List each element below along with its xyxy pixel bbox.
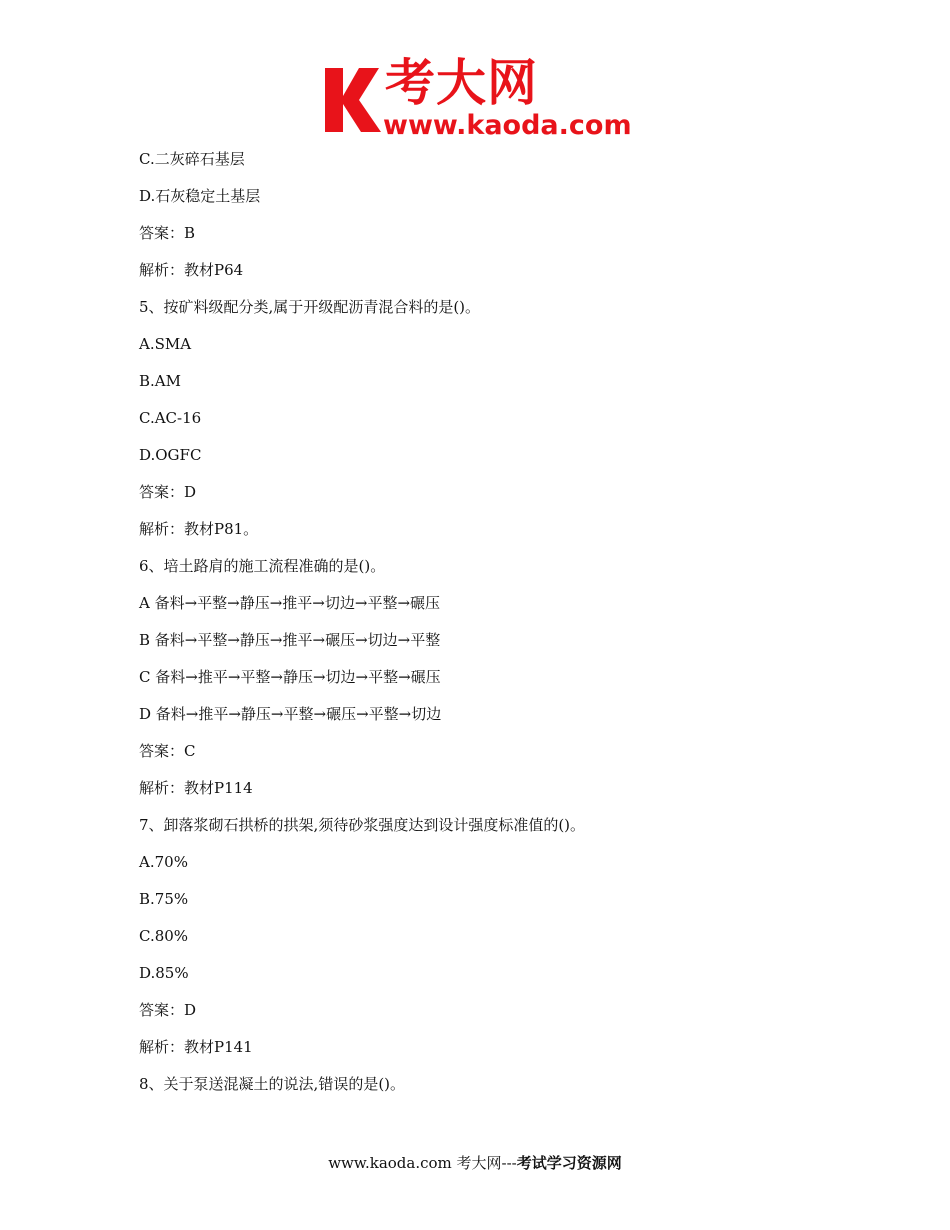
footer-tagline: 考试学习资源网 [516, 1154, 622, 1172]
document-body [139, 146, 839, 1108]
option-line: C.80% [139, 927, 189, 945]
explanation-line: 解析：教材P114 [139, 779, 253, 797]
question-5: 5、按矿料级配分类,属于开级配沥青混合料的是()。 [139, 298, 481, 316]
option-line: B.75% [139, 890, 189, 908]
explanation-line: 解析：教材P141 [139, 1038, 253, 1056]
option-line: C 备料→推平→平整→静压→切边→平整→碾压 [139, 668, 441, 686]
page-footer [0, 1151, 950, 1175]
kaoda-k-logo-icon [323, 62, 383, 136]
option-line: A.70% [139, 853, 188, 871]
option-line: C.AC-16 [139, 409, 202, 427]
option-line: D.OGFC [139, 446, 202, 464]
answer-line: 答案：C [139, 742, 196, 760]
explanation-line: 解析：教材P64 [139, 261, 244, 279]
logo-name: 考大网 [385, 54, 538, 112]
option-line: D 备料→推平→静压→平整→碾压→平整→切边 [139, 705, 442, 723]
answer-line: 答案：D [139, 483, 197, 501]
option-line: A 备料→平整→静压→推平→切边→平整→碾压 [139, 594, 441, 612]
site-logo [323, 54, 635, 142]
option-line: A.SMA [139, 335, 192, 353]
option-line: D.石灰稳定土基层 [139, 187, 261, 205]
option-line: B.AM [139, 372, 181, 390]
question-8: 8、关于泵送混凝土的说法,错误的是()。 [139, 1075, 406, 1093]
option-line: C.二灰碎石基层 [139, 150, 245, 168]
option-line: D.85% [139, 964, 189, 982]
question-6: 6、培土路肩的施工流程准确的是()。 [139, 557, 386, 575]
explanation-line: 解析：教材P81。 [139, 520, 259, 538]
answer-line: 答案：D [139, 1001, 197, 1019]
footer-site: www.kaoda.com [328, 1154, 452, 1172]
footer-name: 考大网--- [456, 1154, 517, 1172]
logo-url: www.kaoda.com [383, 110, 632, 141]
answer-line: 答案：B [139, 224, 196, 242]
question-7: 7、卸落浆砌石拱桥的拱架,须待砂浆强度达到设计强度标准值的()。 [139, 816, 586, 834]
option-line: B 备料→平整→静压→推平→碾压→切边→平整 [139, 631, 441, 649]
